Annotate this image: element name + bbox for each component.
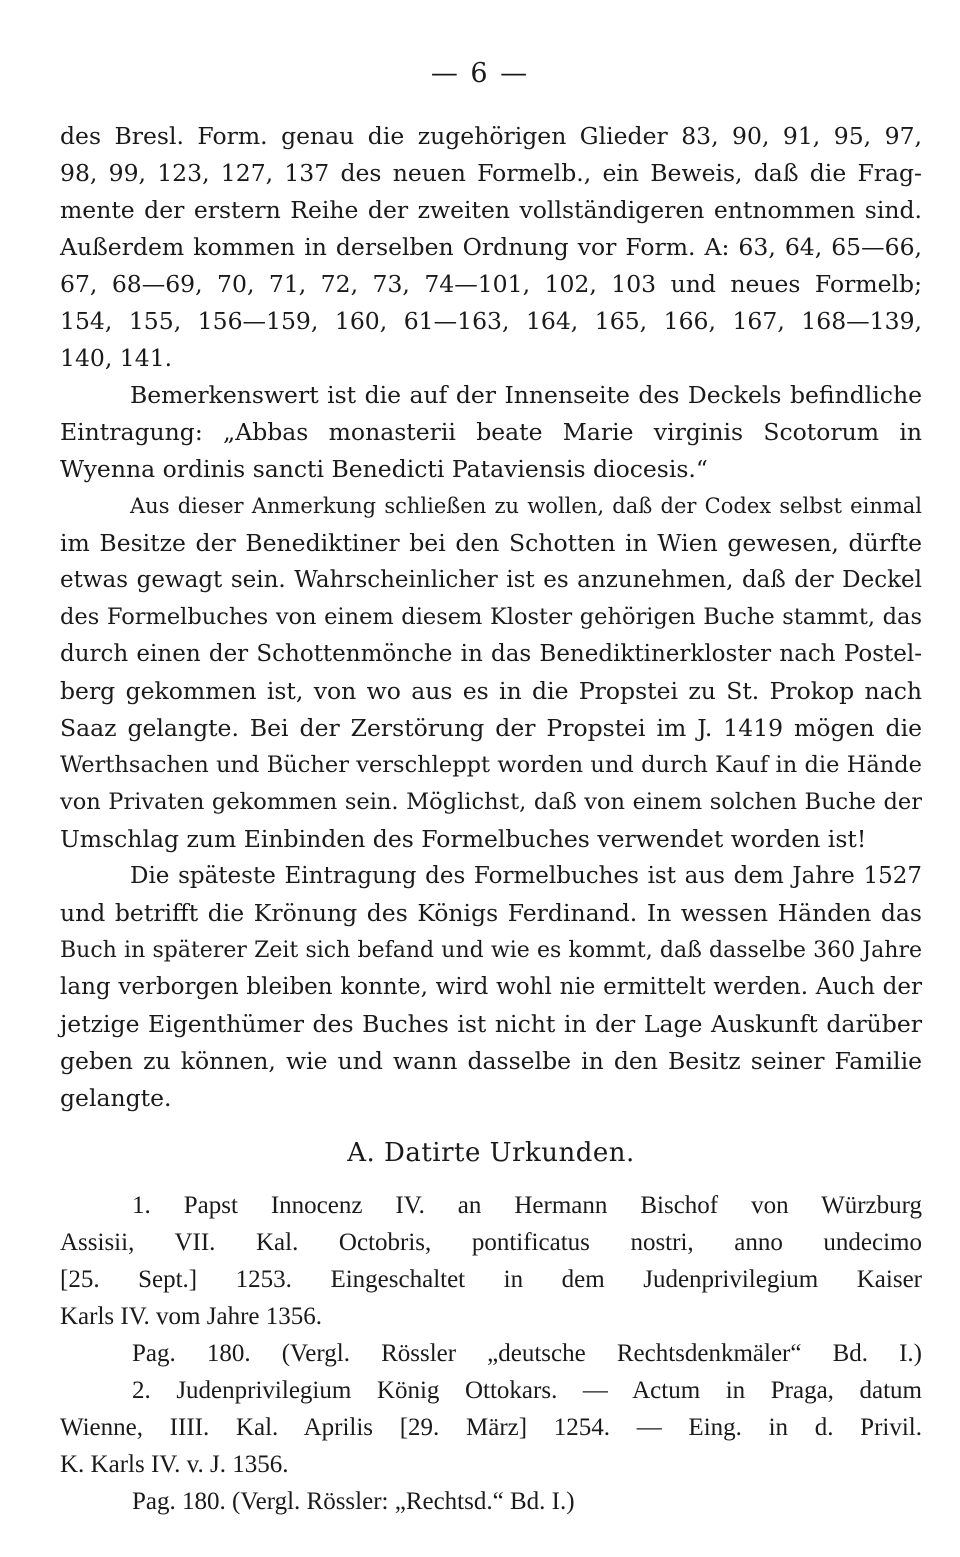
- entry-title-line: 1. Papst Innocenz IV. an Hermann Bischof von Würzburg: [132, 1192, 922, 1219]
- text-line: und betrifft die Krönung des Königs Ferdinand. In wessen Händen das: [60, 899, 922, 927]
- text-line: 67, 68—69, 70, 71, 72, 73, 74—101, 102, 103 und neues Formelb;: [60, 270, 922, 298]
- text-line: Wyenna ordinis sancti Benedicti Pataviensis diocesis.“: [60, 455, 708, 483]
- text-line: geben zu können, wie und wann dasselbe in den Besitz seiner Familie: [60, 1047, 922, 1075]
- entry-title-line: 2. Judenprivilegium König Ottokars. — Actum in Praga, datum: [132, 1377, 922, 1404]
- page-body: [60, 118, 922, 1520]
- text-line: etwas gewagt sein. Wahrscheinlicher ist es anzunehmen, daß der Deckel: [60, 567, 922, 593]
- text-line: Bemerkenswert ist die auf der Innenseite des Deckels befindliche: [130, 381, 922, 409]
- text-line: des Bresl. Form. genau die zugehörigen Glieder 83, 90, 91, 95, 97,: [60, 122, 922, 150]
- text-line: Außerdem kommen in derselben Ordnung vor Form. A: 63, 64, 65—66,: [60, 233, 922, 261]
- text-line: im Besitze der Benediktiner bei den Schotten in Wien gewesen, dürfte: [60, 529, 922, 557]
- text-line: 98, 99, 123, 127, 137 des neuen Formelb., ein Beweis, daß die Frag-: [60, 159, 922, 187]
- entry-text-line: [25. Sept.] 1253. Eingeschaltet in dem Judenprivilegium Kaiser: [60, 1266, 922, 1293]
- text-line: Eintragung: „Abbas monasterii beate Marie virginis Scotorum in: [60, 418, 922, 446]
- text-line: Die späteste Eintragung des Formelbuches ist aus dem Jahre 1527: [130, 863, 922, 889]
- text-line: lang verborgen bleiben konnte, wird wohl nie ermittelt werden. Auch der: [60, 974, 922, 1000]
- paragraph-fragments: [60, 118, 922, 377]
- text-line: des Formelbuches von einem diesem Kloster gehörigen Buche stammt, das: [60, 604, 922, 630]
- text-line: gelangte.: [60, 1084, 172, 1112]
- entry-text-line: Assisii, VII. Kal. Octobris, pontificatus nostri, anno undecimo: [60, 1229, 922, 1256]
- text-line: Buch in späterer Zeit sich befand und wie es kommt, daß dasselbe 360 Jahre: [60, 938, 922, 963]
- entry-reference: Pag. 180. (Vergl. Rössler „deutsche Rechtsdenkmäler“ Bd. I.): [132, 1340, 922, 1367]
- text-line: Umschlag zum Einbinden des Formelbuches verwendet worden ist!: [60, 825, 867, 853]
- entry-2: [60, 1372, 922, 1520]
- text-line: Werthsachen und Bücher verschleppt worden und durch Kauf in die Hände: [60, 752, 922, 778]
- text-line: mente der erstern Reihe der zweiten vollständigeren entnommen sind.: [60, 196, 922, 224]
- text-line: 154, 155, 156—159, 160, 61—163, 164, 165, 166, 167, 168—139,: [60, 307, 922, 335]
- entry-text-line: K. Karls IV. v. J. 1356.: [60, 1451, 289, 1478]
- text-line: 140, 141.: [60, 344, 173, 372]
- text-line: berg gekommen ist, von wo aus es in die Propstei zu St. Prokop nach: [60, 677, 922, 705]
- paragraph-inscription: [60, 377, 922, 488]
- text-line: durch einen der Schottenmönche in das Benediktinerkloster nach Postel-: [60, 641, 922, 667]
- entry-reference: Pag. 180. (Vergl. Rössler: „Rechtsd.“ Bd. I.): [132, 1488, 575, 1515]
- text-line: Aus dieser Anmerkung schließen zu wollen, daß der Codex selbst einmal: [130, 494, 922, 518]
- section-heading: A. Datirte Urkunden.: [347, 1138, 635, 1168]
- entry-text-line: Karls IV. vom Jahre 1356.: [60, 1303, 322, 1330]
- text-line: Saaz gelangte. Bei der Zerstörung der Propstei im J. 1419 mögen die: [60, 714, 922, 742]
- entry-text-line: Wienne, IIII. Kal. Aprilis [29. März] 1254. — Eing. in d. Privil.: [60, 1414, 922, 1441]
- text-line: jetzige Eigenthümer des Buches ist nicht in der Lage Auskunft darüber: [60, 1010, 922, 1038]
- paragraph-latest-entry: [60, 858, 922, 1117]
- text-line: von Privaten gekommen sein. Möglichst, daß von einem solchen Buche der: [60, 789, 922, 815]
- entry-1: [60, 1187, 922, 1372]
- page-number: — 6 —: [430, 58, 530, 89]
- paragraph-annotation: [60, 488, 922, 858]
